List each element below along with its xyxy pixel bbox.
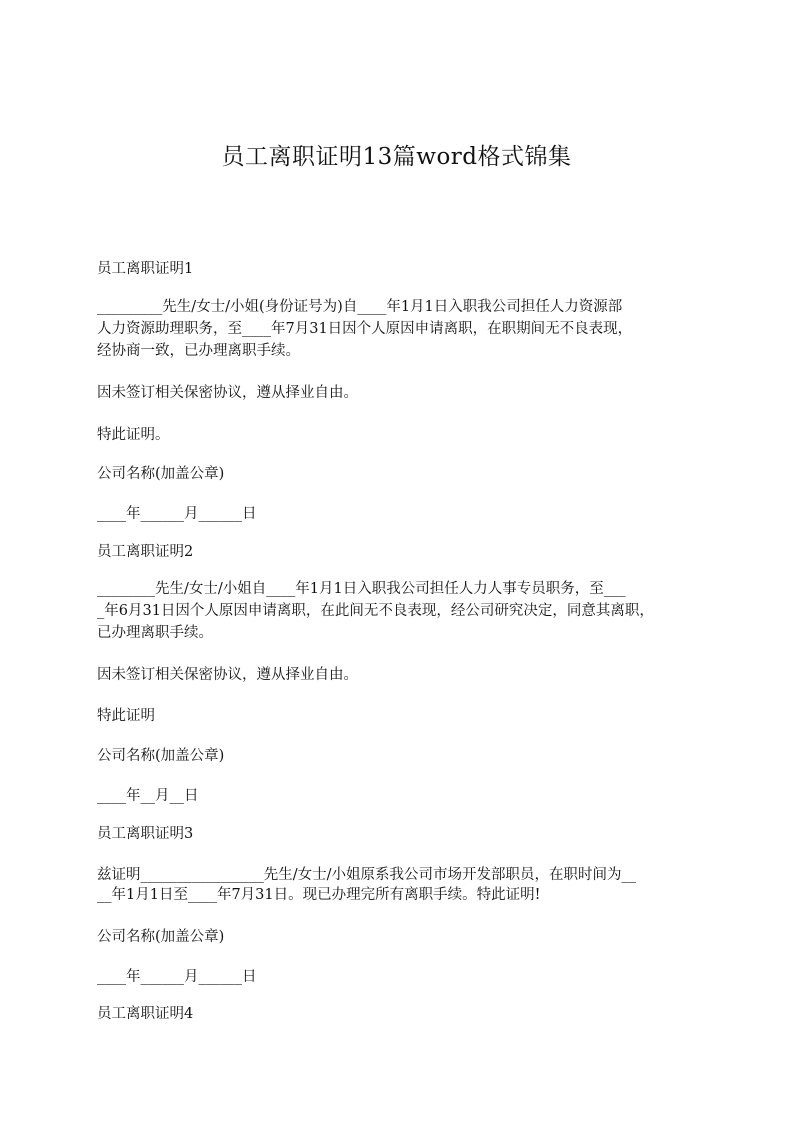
paragraph-line: _年6月31日因个人原因申请离职，在此间无不良表现，经公司研究决定，同意其离职， [97, 603, 654, 619]
confidentiality-note: 因未签订相关保密协议，遵从择业自由。 [97, 667, 358, 683]
paragraph-line: 人力资源助理职务，至____年7月31日因个人原因申请离职，在职期间无不良表现， [97, 321, 633, 337]
document-title: 员工离职证明13篇word格式锦集 [221, 144, 572, 170]
company-name-line: 公司名称(加盖公章) [97, 748, 225, 764]
company-name-line: 公司名称(加盖公章) [97, 929, 225, 945]
section-heading: 员工离职证明1 [97, 261, 194, 277]
paragraph-line: 兹证明_________________先生/女士/小姐原系我公司市场开发部职员，在职时间为__ [97, 867, 637, 883]
section-paragraph [97, 296, 632, 362]
section-heading: 员工离职证明4 [97, 1006, 194, 1022]
paragraph-line: 已办理离职手续。 [97, 625, 213, 641]
paragraph-line: 经协商一致，已办理离职手续。 [97, 343, 300, 359]
closing-statement: 特此证明 [97, 708, 155, 724]
section-heading: 员工离职证明2 [97, 544, 194, 560]
confidentiality-note: 因未签订相关保密协议，遵从择业自由。 [97, 385, 358, 401]
company-name-line: 公司名称(加盖公章) [97, 466, 225, 482]
section-paragraph [97, 578, 654, 644]
date-line: ____年__月__日 [97, 788, 199, 804]
paragraph-line: ________先生/女士/小姐自____年1月1日入职我公司担任人力人事专员职务，至___ [97, 581, 626, 597]
section-paragraph [97, 865, 636, 905]
paragraph-line: _________先生/女士/小姐(身份证号为)自____年1月1日入职我公司担任人力资源部 [97, 299, 623, 315]
date-line: ____年______月______日 [97, 506, 257, 522]
section-heading: 员工离职证明3 [97, 826, 194, 842]
paragraph-line: __年1月1日至____年7月31日。现已办理完所有离职手续。特此证明! [97, 887, 541, 903]
closing-statement: 特此证明。 [97, 427, 170, 443]
date-line: ____年______月______日 [97, 969, 257, 985]
